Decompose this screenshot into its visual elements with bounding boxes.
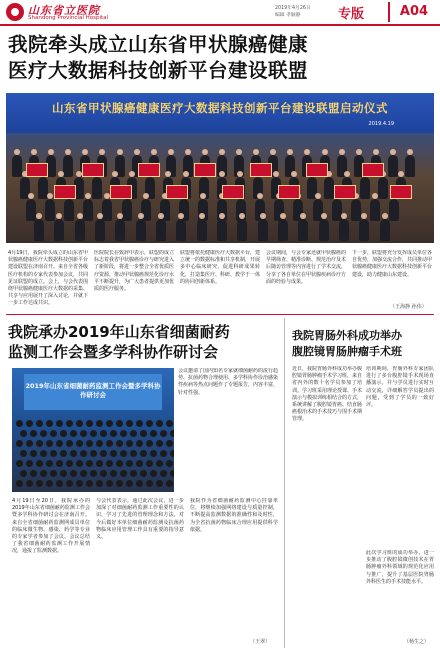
photo-person — [298, 219, 308, 241]
hospital-logo — [6, 2, 156, 24]
audience-member — [16, 440, 23, 447]
audience-member — [170, 430, 174, 437]
audience-member — [36, 480, 43, 487]
certificate-plaque — [278, 185, 300, 199]
audience-member — [170, 470, 174, 477]
story2-column-4: 我院作为省细菌耐药监测中心挂靠单位，将继续加强网络建设与质量控制，不断提高监测数据的准确性和及时性，为全省抗菌药物临床合理应用提供科学依据。 — [190, 498, 278, 533]
audience-member — [40, 430, 47, 437]
story2-headline — [8, 322, 280, 362]
audience-member — [116, 440, 123, 447]
audience-member — [120, 470, 127, 477]
audience-member — [76, 480, 83, 487]
audience-member — [50, 450, 57, 457]
certificate-plaque — [138, 163, 160, 177]
issue-editor: 编辑 孝颖静 — [275, 13, 301, 18]
audience-member — [36, 440, 43, 447]
audience-member — [166, 440, 173, 447]
audience-member — [90, 430, 97, 437]
masthead — [0, 0, 440, 26]
audience-member — [76, 440, 83, 447]
audience-member — [76, 420, 83, 427]
audience-member — [106, 460, 113, 467]
audience-member — [80, 470, 87, 477]
certificate-plaque — [54, 185, 76, 199]
photo-person — [12, 155, 22, 177]
audience-member — [50, 430, 57, 437]
audience-member — [100, 430, 107, 437]
audience-member — [70, 450, 77, 457]
certificate-plaque — [222, 185, 244, 199]
audience-member — [160, 450, 167, 457]
audience-member — [136, 440, 143, 447]
story3-column-1: 近日，我院胃肠外科成功举办腹腔镜胃肠肿瘤手术学习班，来自省内外的数十名学员参加了培训。学习班采用理论授课、手术演示与模拟训练相结合的方式，系统讲解了腹腔镜胃癌、结直肠癌根治术的手术技巧与围手术期管理。 — [292, 366, 362, 423]
audience-member — [126, 480, 133, 487]
photo-person — [278, 219, 288, 241]
audience-member — [90, 470, 97, 477]
photo-person — [217, 219, 227, 241]
lead-headline-line-1: 我院牵头成立山东省甲状腺癌健康 — [8, 33, 309, 56]
audience-member — [96, 440, 103, 447]
audience-member — [150, 450, 157, 457]
photo-person — [380, 219, 390, 241]
photo-person — [351, 199, 361, 221]
audience-member — [66, 440, 73, 447]
logo-english-name: Shandong Provincial Hospital — [28, 15, 109, 21]
audience-member — [140, 450, 147, 457]
photo-person — [92, 177, 102, 199]
audience-member — [130, 430, 137, 437]
audience-member — [100, 470, 107, 477]
photo-person — [34, 219, 44, 241]
photo-person — [176, 219, 186, 241]
audience-member — [46, 420, 53, 427]
audience-member — [56, 480, 63, 487]
photo-person — [405, 155, 415, 177]
banner-date: 2019.4.19 — [368, 121, 394, 127]
audience-member — [106, 420, 113, 427]
audience-member — [30, 450, 37, 457]
audience-member — [126, 440, 133, 447]
group-photo-crowd — [6, 133, 434, 243]
audience-member — [40, 470, 47, 477]
certificate-plaque — [334, 185, 356, 199]
audience-member — [46, 480, 53, 487]
photo-person — [75, 219, 85, 241]
audience-member — [36, 420, 43, 427]
audience-member — [166, 420, 173, 427]
audience-member — [116, 420, 123, 427]
audience-member — [136, 420, 143, 427]
lead-column-3: 联盟将依托健康医疗大数据平台，建立统一的数据标准和共享机制，开展多中心临床研究，促进科研成果转化，打造集医疗、科研、教学于一体的协同创新体系。 — [180, 250, 260, 285]
audience-member — [26, 420, 33, 427]
lead-photo — [6, 93, 434, 243]
column-divider — [284, 318, 285, 648]
story3-headline — [292, 328, 436, 360]
photo-person — [197, 219, 207, 241]
audience-member — [66, 460, 73, 467]
audience-member — [16, 420, 23, 427]
audience-member — [160, 470, 167, 477]
logo-chinese-name: 山东省立医院 — [28, 4, 100, 17]
meeting-projection-screen — [24, 374, 162, 410]
story3-headline-line-2: 腹腔镜胃肠肿瘤手术班 — [292, 345, 402, 358]
audience-member — [136, 460, 143, 467]
audience-member — [140, 430, 147, 437]
audience-member — [16, 460, 23, 467]
photo-person — [45, 199, 55, 221]
audience-member — [120, 430, 127, 437]
audience-member — [126, 420, 133, 427]
audience-member — [60, 430, 67, 437]
audience-member — [146, 440, 153, 447]
audience-member — [40, 450, 47, 457]
lead-headline-line-2: 医疗大数据科技创新平台建设联盟 — [8, 59, 309, 82]
audience-member — [140, 470, 147, 477]
audience-member — [86, 440, 93, 447]
audience-member — [96, 460, 103, 467]
banner-title: 山东省甲状腺癌健康医疗大数据科技创新平台建设联盟启动仪式 — [52, 101, 388, 115]
photo-person — [83, 199, 93, 221]
audience-member — [166, 460, 173, 467]
audience-member — [146, 480, 153, 487]
projection-screen-text: 2019年山东省细菌耐药监测工作会暨多学科协作研讨会 — [25, 382, 161, 399]
photo-person — [122, 199, 132, 221]
photo-person — [319, 219, 329, 241]
lead-byline: （王海静 孙伟） — [390, 304, 427, 310]
story2-headline-line-1: 我院承办2019年山东省细菌耐药 — [8, 323, 230, 341]
audience-member — [30, 470, 37, 477]
audience-member — [36, 460, 43, 467]
audience-member — [166, 480, 173, 487]
story3-byline: （杨生之） — [404, 639, 430, 645]
audience-member — [106, 440, 113, 447]
audience-member — [80, 430, 87, 437]
audience-member — [66, 420, 73, 427]
audience-member — [50, 470, 57, 477]
photo-person — [64, 199, 74, 221]
audience-member — [130, 470, 137, 477]
audience-member — [46, 460, 53, 467]
audience-member — [116, 480, 123, 487]
audience-member — [126, 460, 133, 467]
story2-column-3: 与会代表表示，通过此次会议，进一步加深了对细菌耐药监测工作重要性的认识，学习了先进的管理理念和方法，对今后做好本单位细菌耐药监测及抗菌药物临床应用管理工作具有重要的指导意义。 — [96, 498, 184, 541]
photo-person — [370, 199, 380, 221]
audience-member — [156, 440, 163, 447]
photo-person — [26, 199, 36, 221]
audience-member — [60, 470, 67, 477]
audience-member — [96, 420, 103, 427]
lead-column-5: 下一步，联盟将充分发挥成员单位各自优势，加强交流合作，共同推动甲状腺癌健康医疗大数据科技创新平台建设，助力健康山东建设。 — [352, 250, 432, 278]
audience-member — [70, 470, 77, 477]
story3-column-3: 此次学习班的成功举办，进一步推动了腹腔镜微创技术在胃肠肿瘤外科领域的规范化应用与推广，提升了基层医院胃肠外科医生的手术技能水平。 — [366, 550, 434, 585]
audience-member — [130, 450, 137, 457]
story3-column-2: 培训期间，胃肠外科专家团队进行了多台腹腔镜手术现场直播演示，并与学员进行实时互动交流，详细解答学员提出的问题，受到了学员的一致好评。 — [366, 366, 434, 409]
photo-person — [360, 177, 370, 199]
photo-person — [258, 219, 268, 241]
lead-column-2: 医院院长在致辞中表示，联盟的成立标志着我省甲状腺癌诊疗与研究进入了新阶段，将进一步整合全省优质医疗资源，推动甲状腺癌规范化诊疗水平不断提升，为广大患者提供更加优质的医疗服务。 — [94, 250, 174, 293]
photo-person — [339, 219, 349, 241]
audience-member — [86, 420, 93, 427]
certificate-plaque — [110, 185, 132, 199]
audience-member — [110, 430, 117, 437]
audience-member — [150, 470, 157, 477]
audience-member — [146, 420, 153, 427]
audience-member — [56, 460, 63, 467]
audience-member — [56, 420, 63, 427]
audience-member — [170, 450, 174, 457]
photo-person — [156, 219, 166, 241]
hospital-emblem-icon — [6, 3, 24, 21]
certificate-plaque — [82, 163, 104, 177]
certificate-plaque — [194, 163, 216, 177]
story3-headline-line-1: 我院胃肠外科成功举办 — [292, 329, 402, 342]
audience-member — [156, 480, 163, 487]
audience-member — [120, 450, 127, 457]
audience-member — [46, 440, 53, 447]
section-label: 专版 — [338, 7, 365, 22]
audience-member — [150, 430, 157, 437]
issue-date: 2019年4月26日 — [275, 6, 311, 11]
audience-member — [96, 480, 103, 487]
photo-person — [388, 155, 398, 177]
audience-member — [20, 470, 27, 477]
audience-member — [156, 420, 163, 427]
photo-person — [115, 219, 125, 241]
photo-person — [63, 155, 73, 177]
certificate-plaque — [166, 185, 188, 199]
audience-member — [26, 460, 33, 467]
meeting-photo — [12, 368, 174, 492]
story2-column-1: 4月19日至20日，我院承办的2019年山东省细菌耐药监测工作会暨多学科协作研讨会在济南召开。来自全省细菌耐药监测网成员单位的临床微生物、感染、药学等专业的专家学者参加了会议。会议总结了我省细菌耐药监测工作开展情况，通报了监测数据。 — [12, 498, 90, 555]
photo-person — [95, 219, 105, 241]
story2-headline-line-2: 监测工作会暨多学科协作研讨会 — [8, 343, 219, 361]
audience-member — [60, 450, 67, 457]
photo-person — [378, 177, 388, 199]
audience-member — [110, 450, 117, 457]
audience-member — [90, 450, 97, 457]
audience-member — [76, 460, 83, 467]
audience-member — [110, 470, 117, 477]
photo-person — [332, 199, 342, 221]
audience-member — [30, 430, 37, 437]
audience-member — [20, 450, 27, 457]
audience-member — [20, 430, 27, 437]
page-number: A04 — [388, 2, 438, 22]
photo-person — [324, 177, 334, 199]
audience-member — [66, 480, 73, 487]
audience-member — [80, 450, 87, 457]
audience-member — [116, 460, 123, 467]
photo-person — [136, 219, 146, 241]
photo-person — [359, 219, 369, 241]
audience-member — [160, 430, 167, 437]
audience-member — [56, 440, 63, 447]
lead-column-1: 4月19日，我院牵头成立的山东省甲状腺癌健康医疗大数据科技创新平台建设联盟在济南召开。来自全省各级医疗机构的专家代表参加会议，共同见证联盟的成立。会上，与会代表围绕甲状腺癌健康医疗大数据的采集、共享与应用展开了深入讨论，并就下一步工作达成共识。 — [8, 250, 88, 307]
audience-member — [100, 450, 107, 457]
photo-person — [237, 219, 247, 241]
section-divider — [6, 314, 434, 315]
certificate-plaque — [362, 163, 384, 177]
lead-column-4: 会议期间，与会专家还就甲状腺癌的早期筛查、精准诊断、规范治疗及术后随访管理等内容进行了学术交流，分享了各自单位在甲状腺疾病诊疗方面的经验与成果。 — [266, 250, 346, 285]
audience-member — [146, 460, 153, 467]
story2-byline: （王翠） — [250, 639, 271, 645]
certificate-plaque — [390, 185, 412, 199]
audience-member — [156, 460, 163, 467]
story2-column-2: 会议邀请了国内知名专家就细菌耐药的流行趋势、抗菌药物合理使用、多学科协作诊治感染性疾病等热点问题作了专题报告，内容丰富，针对性强。 — [178, 368, 278, 396]
audience-member — [136, 480, 143, 487]
photo-person — [389, 199, 399, 221]
audience-member — [26, 480, 33, 487]
lead-headline — [8, 32, 434, 84]
audience-member — [16, 480, 23, 487]
audience-member — [86, 480, 93, 487]
certificate-plaque — [26, 163, 48, 177]
certificate-plaque — [306, 163, 328, 177]
audience-member — [106, 480, 113, 487]
audience-member — [86, 460, 93, 467]
photo-person — [102, 199, 112, 221]
photo-person — [54, 219, 64, 241]
certificate-plaque — [250, 163, 272, 177]
audience-member — [70, 430, 77, 437]
issue-info — [275, 5, 331, 19]
audience-member — [26, 440, 33, 447]
